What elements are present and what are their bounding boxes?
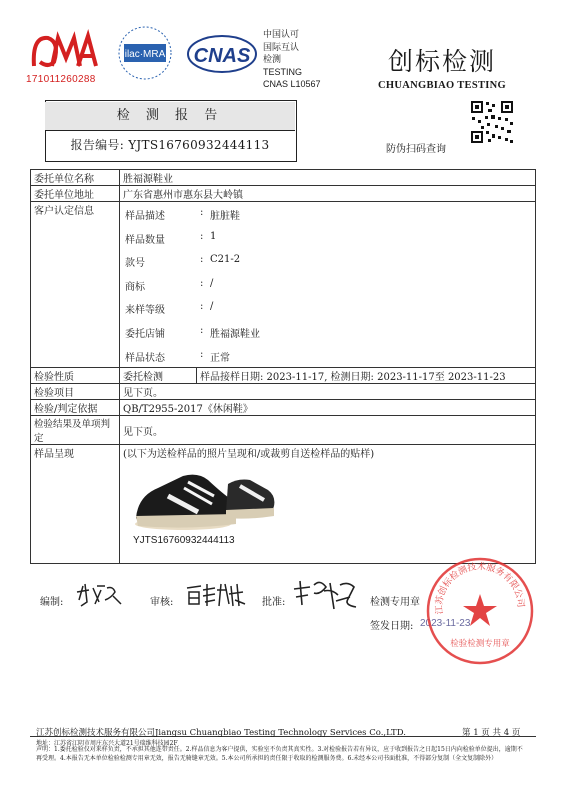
info-value: 脏脏鞋 [210,211,240,222]
report-number-label: 报告编号: [70,138,125,152]
info-row [120,344,535,368]
brand-name: 创标检测 [388,47,497,76]
info-row [120,296,535,320]
info-key: 委托店铺 [125,328,165,340]
info-value: 正常 [210,352,230,364]
info-value: 胜福源鞋业 [210,328,260,340]
customer-info-label: 客户认定信息 [31,202,120,368]
basis-label: 检验/判定依据 [31,400,120,416]
info-colon: : [200,324,204,336]
table-row [31,368,536,384]
sample-note: (以下为送检样品的照片呈现和/或裁剪自送检样品的贴样) [120,445,536,564]
report-title: 检 测 报 告 [45,102,295,131]
info-row [120,202,535,226]
nature-label: 检验性质 [31,368,120,384]
client-label: 委托单位名称 [31,170,120,186]
result-value: 见下页。 [120,416,536,445]
footer-address: 地址：江苏省江阴市周庄东兴大道21号瑞维科技园2F [36,740,178,747]
brand-en: CHUANGBIAO TESTING [378,80,507,91]
info-row [120,249,535,273]
cnas-text [263,28,321,91]
info-colon: : [200,301,204,313]
approver-signature [290,575,360,613]
reviewer-label: 审核: [150,597,174,608]
sample-shoe-image [128,466,278,534]
issue-date-label: 签发日期: [370,621,414,632]
qr-code-icon[interactable] [470,100,514,144]
table-row [31,445,536,564]
items-value: 见下页。 [120,384,536,400]
info-colon: : [200,207,204,218]
info-key: 来样等级 [125,305,165,317]
report-table [30,169,536,564]
qr-label: 防伪扫码查询 [386,144,446,155]
customer-info-cell [120,202,536,368]
report-number [45,136,295,153]
result-label: 检验结果及单项判定 [31,416,120,445]
footer-company: 江苏创标检测技术服务有限公司Jiangsu Chuangbiao Testing Technology Services Co.,LTD. [36,728,406,738]
test-stamp-label: 检测专用章 [370,597,420,608]
svg-text:CNAS: CNAS [193,45,251,67]
sample-label: 样品呈现 [31,445,120,564]
info-key: 商标 [125,281,145,293]
info-value: / [210,277,214,289]
issue-date: 2023-11-23 [420,618,471,629]
approver-label: 批准: [262,597,286,608]
cnas-logo [186,28,258,80]
client-value: 胜福源鞋业 [120,170,536,186]
info-row [120,320,535,344]
ilac-mra-logo [110,22,180,84]
info-value: 1 [210,230,217,242]
table-row [31,202,536,368]
cnas-line: TESTING [263,66,303,77]
official-stamp [425,556,535,666]
info-value: / [210,301,214,313]
basis-value: QB/T2955-2017《休闲鞋》 [120,400,536,416]
info-key: 样品状态 [125,352,165,364]
table-row [31,400,536,416]
info-row [120,226,535,250]
info-key: 款号 [125,258,145,270]
address-value: 广东省惠州市惠东县大岭镇 [120,186,536,202]
footer-note: 声明：1.委托检验仅对来样负责，不承担其他连带责任。2.样品信息为客户提供，实验室不负责其真实性。3.对检验报告若有异议，应于收到报告之日起15日内向检验单位提出，逾期不再受理。4.本报告无本单位检验检测专用章无效，报告无骑缝章无效。5.本公司所承担的责任限于收取的检测服务费。6.未经本公司书面批准，不得部分复制（全文复制除外） [36,746,523,762]
editor-signature [75,580,125,608]
table-row [31,186,536,202]
cnas-line: 检测 [263,54,282,64]
page-indicator: 第 1 页 共 4 页 [462,728,521,738]
reviewer-signature [185,580,247,608]
table-row [31,170,536,186]
table-row [31,384,536,400]
svg-text:江苏创标检测技术服务有限公司: 江苏创标检测技术服务有限公司 [434,562,526,615]
cma-logo [28,28,98,72]
info-colon: : [200,254,204,266]
cnas-line: 国际互认 [263,41,300,52]
info-colon: : [200,277,204,289]
sample-code: YJTS16760932444113 [133,535,235,546]
info-key: 样品数量 [125,234,165,246]
info-key: 样品描述 [125,211,165,222]
cnas-line: 中国认可 [263,29,300,39]
cma-number: 171011260288 [26,74,96,85]
info-value: C21-2 [210,254,241,266]
cnas-line: CNAS L10567 [263,79,321,89]
editor-label: 编制: [40,597,64,608]
svg-text:ilac·MRA: ilac·MRA [124,49,166,60]
address-label: 委托单位地址 [31,186,120,202]
info-colon: : [200,230,204,242]
report-number-value: YJTS16760932444113 [128,138,270,152]
nature-value: 委托检测 [120,368,197,384]
table-row [31,416,536,445]
info-colon: : [200,348,204,360]
svg-text:检验检测专用章: 检验检测专用章 [450,639,510,649]
dates-value: 样品接样日期: 2023-11-17, 检测日期: 2023-11-17至 2023-11-23 [197,368,536,384]
items-label: 检验项目 [31,384,120,400]
info-row [120,273,535,297]
